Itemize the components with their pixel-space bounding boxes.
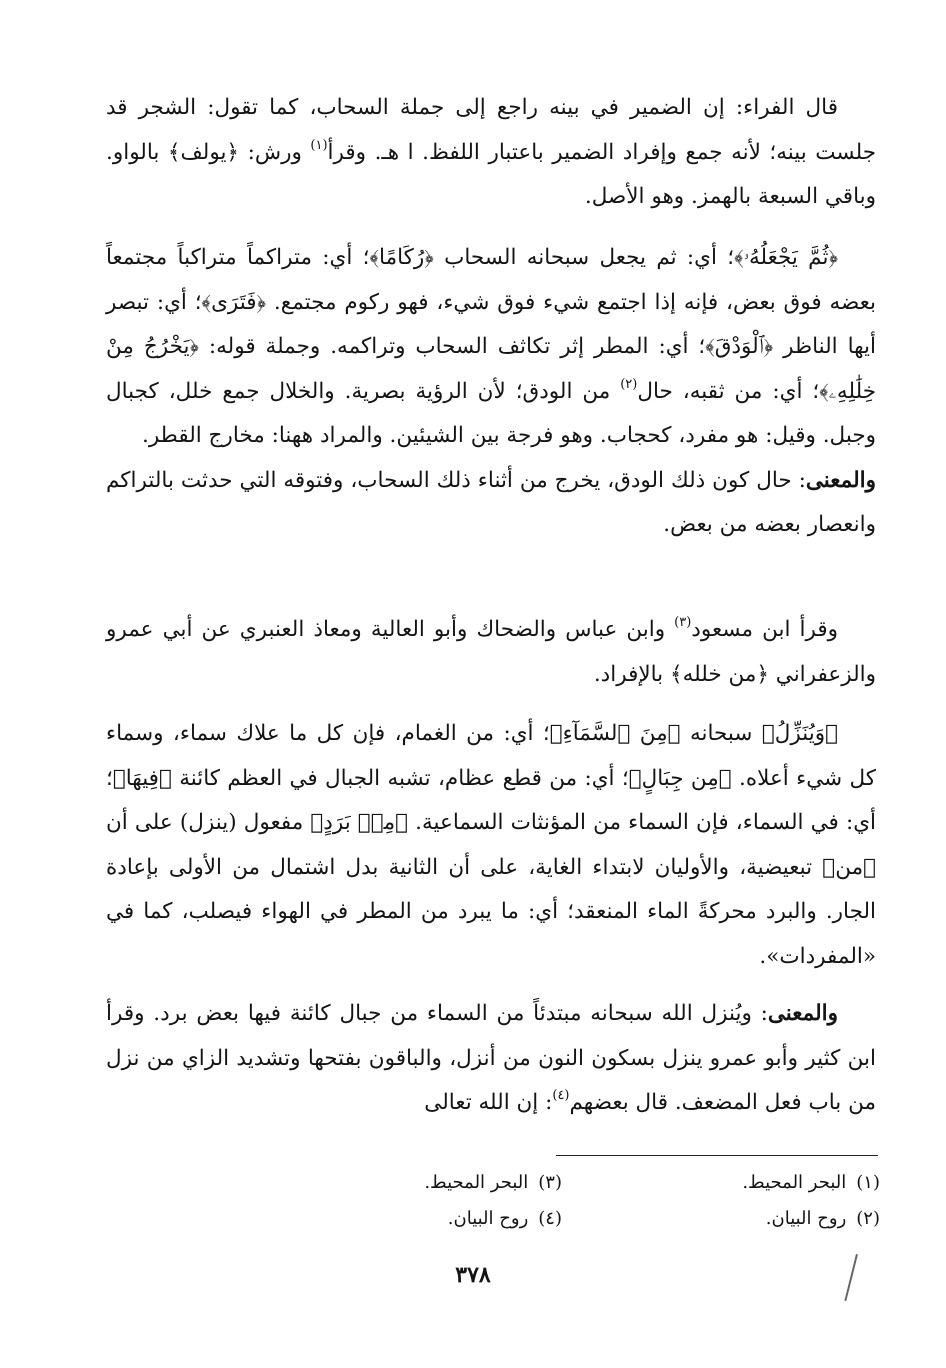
footnote-number: (١) xyxy=(856,1172,880,1193)
footnote-marker-3[interactable]: (٣) xyxy=(674,615,692,630)
paragraph-rukam xyxy=(106,236,876,548)
meaning-label: والمعنى xyxy=(767,1001,838,1026)
paragraph-text: وابن عباس والضحاك وأبو العالية ومعاذ العنبري عن أبي عمرو والزعفراني ﴿من خلله﴾ بالإفراد. xyxy=(106,617,876,687)
footnote-text: البحر المحيط. xyxy=(742,1172,847,1193)
paragraph-text: : إن الله تعالى xyxy=(424,1090,553,1115)
paragraph-text: وقرأ ابن مسعود xyxy=(691,617,838,642)
paragraph-ibn-masud-reading xyxy=(106,608,876,697)
footnotes xyxy=(300,1168,880,1240)
footnote-3 xyxy=(424,1168,562,1198)
footnote-text: روح البيان. xyxy=(765,1208,847,1229)
paragraph-text: قال الفراء: إن الضمير في بينه راجع إلى جملة السحاب، كما تقول: الشجر قد جلست بينه؛ لأنه جمع وإفراد الضمير باعتبار اللفظ. ا هـ. وقرأ xyxy=(106,95,877,165)
paragraph-farra-quote xyxy=(106,86,876,220)
paragraph-text: ورش: ﴿يولف﴾ بالواو. وباقي السبعة بالهمز. وهو الأصل. xyxy=(106,139,876,209)
footnote-4 xyxy=(448,1204,562,1234)
paragraph-text: من الودق؛ لأن الرؤية بصرية. والخلال جمع خلل، كجبال وجبل. وقيل: هو مفرد، كحجاب. وهو فرجة بين الشيئين. والمراد ههنا: مخارج القطر. xyxy=(106,378,876,448)
footnote-marker-2[interactable]: (٢) xyxy=(620,376,638,392)
footnote-text: روح البيان. xyxy=(447,1208,529,1229)
page-number: ٣٧٨ xyxy=(455,1262,491,1288)
meaning-label: والمعنى xyxy=(805,467,876,493)
paragraph-text: ﴿ثُمَّ يَجْعَلُهُۥ﴾؛ أي: ثم يجعل سبحانه السحاب ﴿رُكَامًا﴾؛ أي: متراكماً متراكباً مجتمعاً بعضه فوق بعض، فإنه إذا اجتمع شيء فوق شيء، فهو ركوم مجتمع. ﴿فَتَرَى﴾؛ أي: تبصر أيها الناظر ﴿ٱلْوَدْقَ﴾؛ أي: المطر إثر تكاثف السحاب وتراكمه. وجملة قوله: ﴿يَخْرُجُ مِنْ خِلَٰلِهِۦ﴾؛ أي: من ثقبه، حال xyxy=(106,245,876,404)
footnote-divider xyxy=(556,1155,878,1156)
footnote-1 xyxy=(742,1168,880,1198)
paragraph-text: : ويُنزل الله سبحانه مبتدئاً من السماء من جبال كائنة فيها بعض برد. وقرأ ابن كثير وأبو عمرو ينزل بسكون النون من أنزل، والباقون بفتحها وتشديد الزاي من نزل من باب فعل المضعف. قال بعضهم xyxy=(106,1001,876,1115)
footnote-text: البحر المحيط. xyxy=(424,1172,529,1193)
footnote-number: (٤) xyxy=(538,1208,562,1229)
footnote-marker-1[interactable]: (١) xyxy=(310,137,328,153)
footnote-marker-4[interactable]: (٤) xyxy=(552,1088,570,1103)
footnote-number: (٢) xyxy=(856,1208,880,1229)
paragraph-yunazzil xyxy=(106,712,876,979)
footnote-2 xyxy=(766,1204,880,1234)
paragraph-meaning-barad xyxy=(106,992,876,1126)
footnote-number: (٣) xyxy=(538,1172,562,1193)
paragraph-text: : حال كون ذلك الودق، يخرج من أثناء ذلك السحاب، وفتوقه التي حدثت بالتراكم وانعصار بعضه من بعض. xyxy=(106,467,876,537)
paragraph-text: ﴿وَيُنَزِّلُ﴾ سبحانه ﴿مِنَ ٱلسَّمَآءِ﴾؛ أي: من الغمام، فإن كل ما علاك سماء، وسماء كل شيء أعلاه. ﴿مِن جِبَالٍ﴾؛ أي: من قطع عظام، تشبه الجبال في العظم كائنة ﴿فِيهَا﴾؛ أي: في السماء، فإن السماء من المؤنثات السماعية. ﴿مِنۢ بَرَدٍ﴾ مفعول (ينزل) على أن ﴿من﴾ تبعيضية، والأوليان لابتداء الغاية، على أن الثانية بدل اشتمال من الأولى بإعادة الجار. والبرد محركةً الماء المنعقد؛ أي: ما يبرد من المطر في الهواء فيصلب، كما في «المفردات». xyxy=(106,721,876,969)
